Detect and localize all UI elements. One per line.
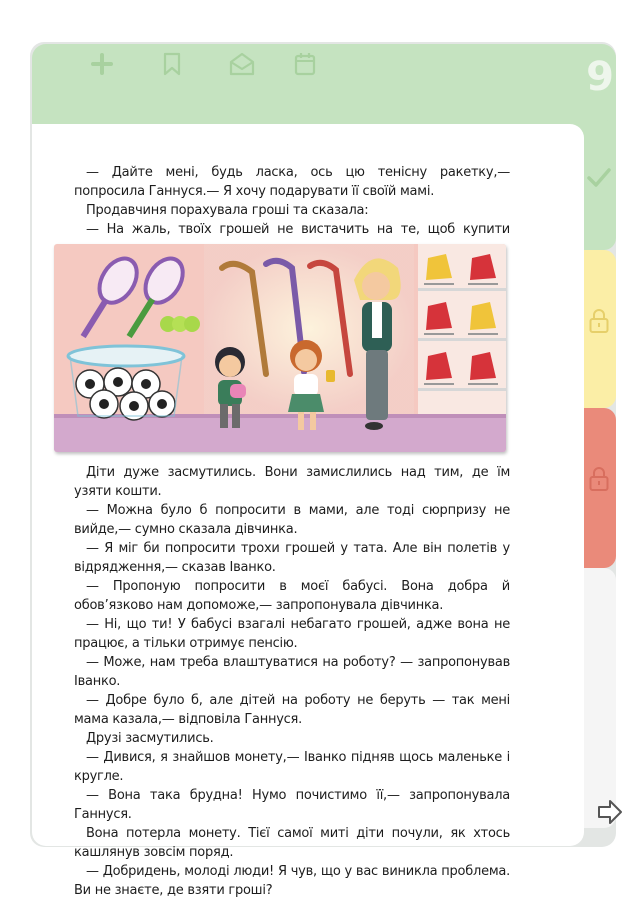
paragraph: Вона потерла монету. Тієї самої миті діти почули, як хтось кашлянув зовсім поряд. bbox=[74, 826, 510, 860]
paragraph: — Можна було б попросити в мами, але тоді сюрпризу не вийде,— сумно сказала дівчинка. bbox=[74, 503, 510, 537]
paragraph: — На жаль, твоїх грошей не вистачить на те, щоб купити bbox=[86, 222, 510, 237]
calendar-icon[interactable] bbox=[294, 52, 316, 76]
mail-icon[interactable] bbox=[229, 52, 255, 76]
arrow-right-icon[interactable] bbox=[596, 798, 624, 826]
paragraph: — Дивися, я знайшов монету,— Іванко підняв щось маленьке і кругле. bbox=[74, 750, 510, 784]
lock-icon bbox=[588, 308, 610, 334]
paragraph: Діти дуже засмутились. Вони замислились над тим, де їм узяти кошти. bbox=[74, 465, 510, 499]
tab-locked-red[interactable] bbox=[582, 408, 616, 568]
lock-icon bbox=[588, 466, 610, 492]
tab-completed[interactable] bbox=[582, 120, 616, 250]
paragraph: — Пропоную попросити в моєї бабусі. Вона добра й обов’язково нам допоможе,— запропонувала дівчинка. bbox=[74, 579, 510, 613]
paragraph: — Добридень, молоді люди! Я чув, що у вас виникла проблема. Ви не знаєте, де взяти гроші? bbox=[74, 864, 510, 898]
check-icon bbox=[586, 166, 612, 188]
paragraph: — Добре було б, але дітей на роботу не беруть — так мені мама казала,— відповіла Ганнуся. bbox=[74, 693, 510, 727]
paragraph: Друзі засмутились. bbox=[86, 731, 214, 746]
paragraph: — Вона така брудна! Нумо почистимо її,— запропонувала Ганнуся. bbox=[74, 788, 510, 822]
bookmark-icon[interactable] bbox=[162, 52, 182, 76]
paragraph: — Дайте мені, будь ласка, ось цю тенісну ракетку,— попросила Ганнуся.— Я хочу подарувати її своїй мамі. bbox=[74, 165, 510, 199]
tab-locked-yellow[interactable] bbox=[582, 250, 616, 408]
shop-illustration bbox=[54, 244, 506, 452]
paragraph: — Може, нам треба влаштуватися на роботу? — запропонував Іванко. bbox=[74, 655, 510, 689]
page-number: 9 bbox=[586, 54, 614, 100]
plus-icon[interactable] bbox=[90, 52, 114, 76]
paragraph: Продавчиня порахувала гроші та сказала: bbox=[86, 203, 369, 218]
paragraph: — Я міг би попросити трохи грошей у тата. Але він полетів у відрядження,— сказав Іванко. bbox=[74, 541, 510, 575]
paragraph: — Ні, що ти! У бабусі взагалі небагато грошей, адже вона не працює, а тільки отримує пенсію. bbox=[74, 617, 510, 651]
tab-blank bbox=[582, 568, 616, 828]
text-bottom bbox=[74, 463, 510, 900]
